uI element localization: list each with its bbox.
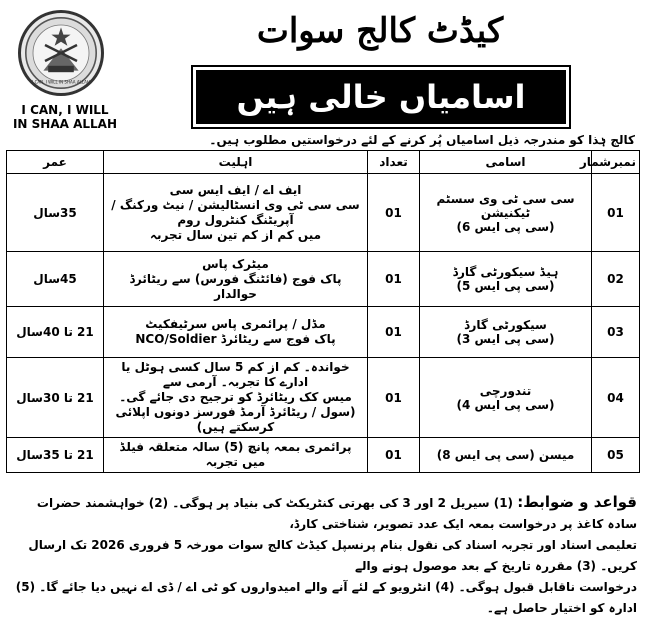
- cell-qualification: ایف اے / ایف ایس سی سی سی ٹی وی انسٹالیشن / نیٹ ورکنگ / آپریٹنگ کنٹرول روم میں کم از کم تین سال تجربہ: [104, 174, 368, 252]
- cell-sno: 03: [592, 307, 640, 358]
- table-row: [7, 252, 640, 307]
- header-count: تعداد: [368, 151, 420, 174]
- cell-post: سیکورٹی گارڈ (سی پی ایس 3): [420, 307, 592, 358]
- motto-line-1: I CAN, I WILL: [21, 103, 109, 117]
- svg-text:I CAN, I WILL IN SHAA ALLAH: I CAN, I WILL IN SHAA ALLAH: [32, 79, 90, 85]
- cell-age: 35سال: [7, 174, 104, 252]
- cell-sno: 01: [592, 174, 640, 252]
- cell-sno: 05: [592, 438, 640, 473]
- terms-line-3: درخواست ناقابل قبول ہوگی۔ (4) انٹرویو کے لئے آنے والے امیدواروں کو ٹی اے / ڈی اے نہیں دیا جائے گا۔ (5) ادارہ کو اختیار حاصل ہے۔: [15, 580, 637, 615]
- terms-heading: قواعد و ضوابط:: [517, 493, 637, 511]
- table-header-row: [7, 151, 640, 174]
- cell-count: 01: [368, 252, 420, 307]
- cell-post: سی سی ٹی وی سسٹم ٹیکنیشن (سی پی ایس 6): [420, 174, 592, 252]
- college-motto: [6, 103, 124, 131]
- terms-line-2: تعلیمی اسناد اور تجربہ اسناد کی نقول بنام پرنسپل کیڈٹ کالج سوات مورخہ 5 فروری 2026 تک ارسال کریں۔ (3) مقررہ تاریخ کے بعد موصول ہونے والے: [28, 538, 637, 573]
- intro-text: کالج ہٰذا کو مندرجہ ذیل اسامیاں پُر کرنے کے لئے درخواستیں مطلوب ہیں۔: [209, 133, 635, 147]
- cell-count: 01: [368, 358, 420, 438]
- vacancies-banner: اسامیاں خالی ہیں: [196, 70, 566, 124]
- motto-line-2: IN SHAA ALLAH: [12, 117, 118, 131]
- table-row: [7, 174, 640, 252]
- header-post: اسامی: [420, 151, 592, 174]
- cell-age: 21 تا 40سال: [7, 307, 104, 358]
- cell-qualification: پرائمری بمعہ پانچ (5) سالہ متعلقہ فیلڈ میں تجربہ: [104, 438, 368, 473]
- cell-qualification: خواندہ۔ کم از کم 5 سال کسی ہوٹل یا ادارے کا تجربہ۔ آرمی سے میس کک ریٹائرڈ کو ترجیح دی جائے گی۔ (سول / ریٹائرڈ آرمڈ فورسز دونوں اپلائی کرسکتے ہیں): [104, 358, 368, 438]
- cell-age: 21 تا 35سال: [7, 438, 104, 473]
- cell-sno: 04: [592, 358, 640, 438]
- cell-post: تندورچی (سی پی ایس 4): [420, 358, 592, 438]
- cell-count: 01: [368, 307, 420, 358]
- header-sno: نمبرشمار: [592, 151, 640, 174]
- terms-and-conditions: [7, 492, 637, 619]
- cell-sno: 02: [592, 252, 640, 307]
- page-title: کیڈٹ کالج سوات: [256, 11, 504, 51]
- header-qualification: اہلیت: [104, 151, 368, 174]
- header-age: عمر: [7, 151, 104, 174]
- cell-qualification: میٹرک پاس پاک فوج (فائٹنگ فورس) سے ریٹائرڈ حوالدار: [104, 252, 368, 307]
- college-crest-icon: [21, 13, 101, 93]
- cell-age: 45سال: [7, 252, 104, 307]
- vacancies-table: [6, 150, 640, 473]
- cell-post: ہیڈ سیکورٹی گارڈ (سی پی ایس 5): [420, 252, 592, 307]
- cell-age: 21 تا 30سال: [7, 358, 104, 438]
- college-logo: [18, 10, 104, 96]
- cell-qualification: مڈل / پرائمری پاس سرٹیفکیٹ پاک فوج سے ریٹائرڈ NCO/Soldier: [104, 307, 368, 358]
- table-row: [7, 438, 640, 473]
- cell-count: 01: [368, 174, 420, 252]
- table-row: [7, 307, 640, 358]
- cell-count: 01: [368, 438, 420, 473]
- table-row: [7, 358, 640, 438]
- terms-line-1: قواعد و ضوابط: (1) سیریل 2 اور 3 کی بھرتی کنٹریکٹ کی بنیاد پر ہوگی۔ (2) خواہشمند حضرات سادہ کاغذ پر درخواست بمعہ ایک عدد تصویر، شناختی کارڈ،: [36, 493, 637, 531]
- cell-post: میسن (سی پی ایس 8): [420, 438, 592, 473]
